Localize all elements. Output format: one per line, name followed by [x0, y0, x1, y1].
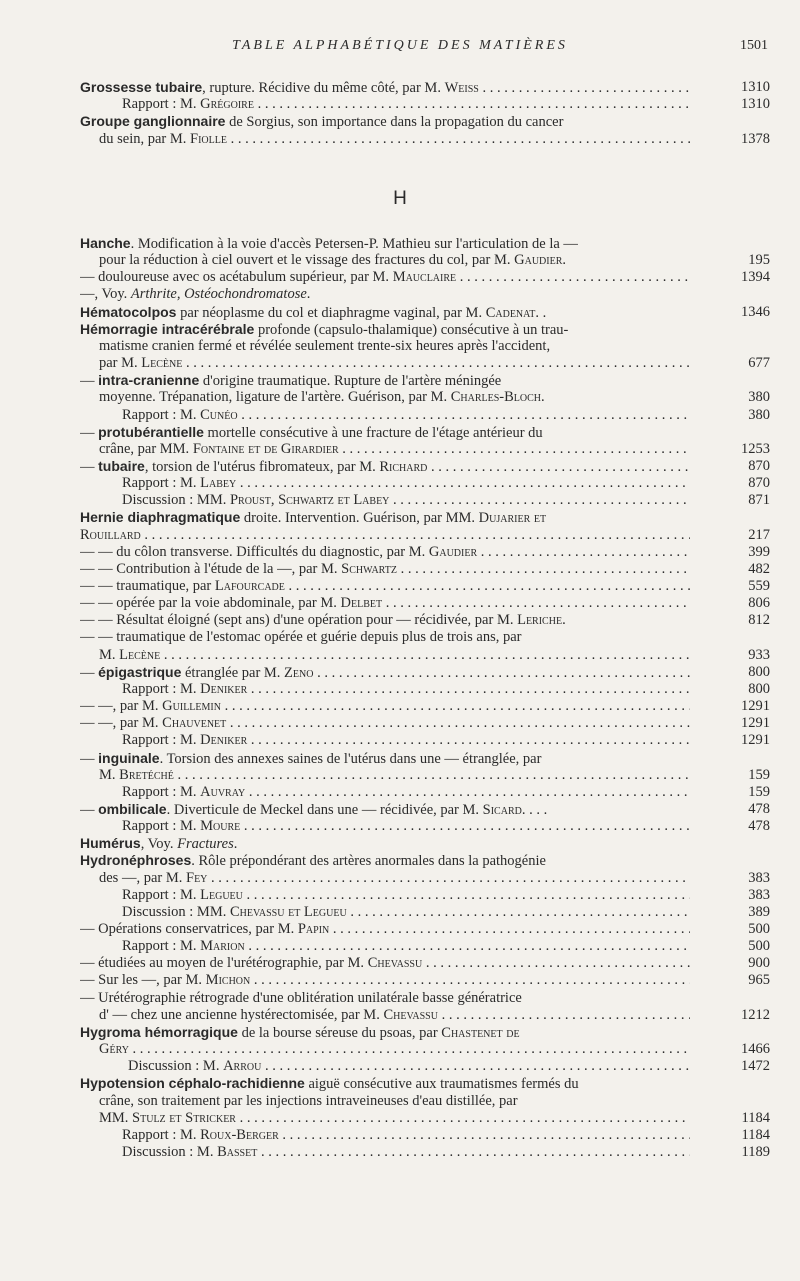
entry-text [122, 818, 690, 835]
entry-suffix: . [541, 389, 545, 406]
index-entry [0, 235, 800, 252]
entry-subheadword: protubérantielle [98, 423, 204, 440]
index-entry [0, 113, 800, 130]
entry-page-number: 1291 [741, 715, 770, 732]
entry-author: Proust, Schwartz et Labey [229, 492, 390, 509]
index-entry [0, 338, 800, 355]
entry-text [80, 509, 744, 527]
entry-page-number: 478 [748, 800, 770, 817]
entry-description: crâne, son traitement par les injections intraveineuses d'eau distillée, par [99, 1092, 518, 1109]
entry-page-number: 1184 [741, 1126, 770, 1143]
entry-description: — — Résultat éloigné (sept ans) d'une opération pour — récidivée, par M. [80, 612, 518, 629]
entry-dash: — [80, 750, 99, 767]
entry-description: — — du côlon transverse. Difficultés du diagnostic, par M. [80, 543, 429, 560]
entry-description: matisme cranien fermé et révélée seulement trente-six heures après l'accident, [99, 337, 551, 354]
entry-page-number: 806 [748, 595, 770, 612]
entry-page-number: 380 [748, 389, 770, 406]
entry-text [80, 835, 690, 853]
entry-text [80, 698, 690, 715]
entry-description: — — Contribution à l'étude de la —, par M. [80, 560, 342, 577]
entry-text [99, 1110, 690, 1127]
entry-description: Rapport : M. [122, 1126, 201, 1143]
entry-text [80, 527, 690, 544]
index-entry [0, 1093, 800, 1110]
entry-author: Mauclaire [392, 269, 457, 286]
entry-dash: — [80, 458, 99, 475]
entry-author: Cunéo [200, 406, 238, 423]
index-entry [0, 990, 800, 1007]
entry-text [80, 372, 744, 390]
entry-headword: Hydronéphroses [80, 852, 192, 869]
entry-text [99, 1041, 690, 1058]
index-entry [0, 715, 800, 732]
index-entry [0, 286, 800, 303]
entry-author: Chastenet de [441, 1024, 520, 1041]
entry-description: — Urétérographie rétrograde d'une oblitération unilatérale basse génératrice [80, 989, 522, 1006]
page-number: 1501 [740, 38, 768, 53]
entry-author: Delbet [340, 595, 383, 612]
entry-author: Basset [217, 1143, 258, 1160]
index-entry [0, 612, 800, 629]
entry-text [80, 544, 690, 561]
entry-suffix: . [306, 286, 311, 303]
entry-text [122, 492, 690, 509]
entry-description: , Voy. [140, 836, 178, 853]
entry-description: Discussion : MM. [122, 492, 230, 509]
index-entry [0, 835, 800, 852]
entry-subheadword: inguinale [98, 749, 160, 766]
entry-text [80, 629, 744, 646]
entry-author: Roux-Berger [200, 1126, 279, 1143]
entry-page-number: 383 [748, 869, 770, 886]
entry-text [80, 852, 744, 870]
entry-author: Sicard [482, 801, 522, 818]
index-entry [0, 595, 800, 612]
entry-author: Moure [200, 818, 241, 835]
entry-subheadword: ombilicale [98, 800, 167, 817]
entry-text [80, 1075, 744, 1093]
entry-page-number: 871 [748, 492, 770, 509]
entry-text [122, 1127, 690, 1144]
entry-author: Géry [99, 1041, 129, 1058]
index-entry [0, 79, 800, 96]
entry-page-number: 1291 [741, 732, 770, 749]
entry-page-number: 217 [748, 526, 770, 543]
entry-page-number: 1378 [741, 130, 770, 147]
entry-author: Grégoire [200, 96, 254, 113]
index-entry [0, 578, 800, 595]
entry-text [80, 664, 690, 682]
entry-author: Cadenat [485, 304, 536, 321]
index-entry [0, 647, 800, 664]
entry-text [122, 784, 690, 801]
entry-description: M. [99, 766, 120, 783]
entry-author: Fiolle [190, 130, 227, 147]
entry-description: moyenne. Trépanation, ligature de l'artère. Guérison, par M. [99, 389, 451, 406]
entry-page-number: 870 [748, 475, 770, 492]
entry-author: Gaudier [514, 252, 563, 269]
index-entry [0, 509, 800, 526]
index-entry [0, 698, 800, 715]
entry-description: M. [99, 646, 120, 663]
entry-text [122, 1144, 690, 1161]
index-entry [0, 1144, 800, 1161]
entry-description: de la bourse séreuse du psoas, par [237, 1024, 442, 1041]
entry-page-number: 812 [748, 612, 770, 629]
index-entry [0, 96, 800, 113]
entry-description: Rapport : M. [122, 818, 201, 835]
entry-suffix: . [562, 612, 566, 629]
entry-text [122, 475, 690, 492]
index-entry [0, 818, 800, 835]
index-entry [0, 1058, 800, 1075]
entry-page-number: 380 [748, 406, 770, 423]
entry-text [122, 732, 690, 749]
entry-page-number: 383 [748, 886, 770, 903]
index-entry [0, 1127, 800, 1144]
entry-author: Bretéché [119, 766, 174, 783]
entry-author: Zeno [284, 664, 314, 681]
index-entry [0, 938, 800, 955]
entry-page-number: 1212 [741, 1006, 770, 1023]
index-entry [0, 664, 800, 681]
entry-page-number: 1184 [741, 1109, 770, 1126]
entry-suffix: . . . . [521, 801, 548, 818]
entry-description: — — traumatique, par [80, 578, 215, 594]
entry-page-number: 1253 [741, 440, 770, 457]
entry-headword: Hernie diaphragmatique [80, 509, 241, 526]
entry-text [80, 1024, 744, 1042]
entry-text [122, 407, 690, 424]
entry-description: Rapport : M. [122, 938, 201, 955]
entry-author: Lafourcade [214, 578, 285, 594]
entry-subheadword: épigastrique [98, 663, 182, 680]
index-entry [0, 424, 800, 441]
entry-description: Discussion : MM. [122, 903, 230, 920]
index-entry [0, 1041, 800, 1058]
entry-description: profonde (capsulo-thalamique) consécutive à un trau- [254, 321, 569, 338]
entry-text [99, 389, 690, 406]
entry-dash: — [80, 424, 99, 441]
entry-suffix: . [233, 836, 238, 853]
entry-headword: Hématocolpos [80, 303, 177, 320]
entry-text [80, 955, 690, 972]
index-entry [0, 131, 800, 148]
index-entry [0, 955, 800, 972]
entry-page-number: 1310 [741, 96, 770, 113]
entry-author: Fey [186, 869, 208, 886]
index-entry [0, 458, 800, 475]
entry-headword: Groupe ganglionnaire [80, 113, 226, 130]
entry-headword: Grossesse tubaire [80, 79, 203, 95]
entry-description: — — traumatique de l'estomac opérée et guérie depuis plus de trois ans, par [80, 629, 522, 646]
index-entry [0, 767, 800, 784]
entry-text [99, 131, 690, 148]
entry-dash: — [80, 664, 99, 681]
entry-page-number: 1394 [741, 269, 770, 286]
entry-page-number: 1310 [741, 79, 770, 95]
entry-description: par néoplasme du col et diaphragme vaginal, par M. [176, 304, 486, 321]
entry-description: Rapport : M. [122, 680, 201, 697]
entry-description: du sein, par M. [99, 130, 191, 147]
entry-author: Dujarier et [478, 510, 547, 527]
entry-text [99, 252, 690, 269]
entry-author: Gaudier [428, 543, 478, 560]
index-entry [0, 1007, 800, 1024]
entry-text [99, 870, 690, 887]
index-entry [0, 1075, 800, 1092]
entry-page-number: 195 [748, 252, 770, 269]
entry-page-number: 677 [748, 355, 770, 372]
entry-description: des —, par M. [99, 869, 186, 886]
entry-text [80, 578, 690, 595]
entry-page-number: 965 [748, 972, 770, 989]
entry-author: Leriche [517, 612, 563, 629]
entry-headword: Humérus [80, 835, 141, 852]
entry-page-number: 800 [748, 663, 770, 680]
entry-see-also: Fractures [177, 836, 234, 853]
entry-description: Rapport : M. [122, 406, 201, 423]
entry-description: — Sur les —, par M. [80, 972, 206, 989]
index-entry [0, 355, 800, 372]
entry-page-number: 1466 [741, 1041, 770, 1058]
entry-author: Richard [379, 458, 428, 475]
entry-author: Stulz et Stricker [132, 1109, 236, 1126]
entry-description: —, Voy. [80, 286, 131, 303]
entry-text [99, 441, 690, 458]
entry-text [99, 1007, 690, 1024]
entry-text [80, 304, 690, 322]
index-entry [0, 321, 800, 338]
entry-description: Rapport : M. [122, 96, 201, 113]
entry-page-number: 159 [748, 783, 770, 800]
entry-text [99, 767, 690, 784]
entry-description: Discussion : M. [128, 1058, 224, 1075]
index-entry [0, 492, 800, 509]
entry-text [80, 595, 690, 612]
index-entry [0, 561, 800, 578]
entry-text [99, 1093, 744, 1110]
index-entry [0, 252, 800, 269]
entry-author: Arrou [223, 1058, 262, 1075]
entry-description: — douloureuse avec os acétabulum supérieur, par M. [80, 269, 393, 286]
index-entry [0, 544, 800, 561]
entry-description: droite. Intervention. Guérison, par MM. [240, 510, 479, 527]
entry-text [80, 321, 744, 339]
entry-text [80, 715, 690, 732]
entry-page-number: 500 [748, 938, 770, 955]
entry-author: Weiss [444, 80, 479, 96]
entry-author: Schwartz [341, 560, 397, 577]
index-entry [0, 441, 800, 458]
entry-description: . Torsion des annexes saines de l'utérus dans une — étranglée, par [159, 750, 542, 767]
entry-page-number: 1189 [741, 1143, 770, 1160]
entry-description: par M. [99, 355, 142, 372]
entry-description: — — opérée par la voie abdominale, par M. [80, 595, 341, 612]
entry-description: Rapport : M. [122, 886, 201, 903]
entry-text [122, 904, 690, 921]
entry-dash: — [80, 801, 99, 818]
entry-text [80, 750, 744, 768]
index-entry [0, 921, 800, 938]
section-letter-heading: H [393, 188, 407, 209]
index-entry [0, 407, 800, 424]
entry-dash: — [80, 373, 99, 390]
entry-description: — —, par M. [80, 715, 163, 732]
entry-text [80, 113, 744, 131]
entry-page-number: 482 [748, 560, 770, 577]
entry-description: — Opérations conservatrices, par M. [80, 921, 298, 937]
entry-page-number: 478 [748, 818, 770, 835]
entry-description: mortelle consécutive à une fracture de l'étage antérieur du [203, 424, 543, 441]
entry-author: Chauvenet [162, 715, 227, 732]
entry-subheadword: intra-cranienne [98, 372, 200, 389]
entry-text [122, 887, 690, 904]
entry-description: Rapport : M. [122, 732, 201, 749]
entry-author: Marion [200, 938, 245, 955]
entry-text [80, 612, 690, 629]
entry-author: Rouillard [80, 526, 141, 543]
entry-description: Discussion : M. [122, 1143, 218, 1160]
entry-headword: Hanche [80, 235, 131, 251]
entry-description: Rapport : M. [122, 475, 201, 492]
entry-headword: Hygroma hémorragique [80, 1023, 238, 1040]
entry-headword: Hémorragie intracérébrale [80, 320, 255, 337]
index-entry [0, 304, 800, 321]
entry-description: . Modification à la voie d'accès Petersen-P. Mathieu sur l'articulation de la — [130, 236, 578, 252]
entry-text [80, 458, 690, 476]
entry-text [80, 424, 744, 442]
entry-text [80, 235, 744, 253]
index-entry [0, 972, 800, 989]
entry-text [80, 561, 690, 578]
entry-description: — —, par M. [80, 698, 163, 715]
entry-author: Charles-Bloch [450, 389, 542, 406]
entry-text [128, 1058, 690, 1075]
entry-description: pour la réduction à ciel ouvert et le vissage des fractures du col, par M. [99, 252, 515, 269]
index-entry [0, 1110, 800, 1127]
entry-author: Papin [297, 921, 330, 937]
entry-description: , rupture. Récidive du même côté, par M. [202, 80, 445, 96]
entry-description: d' — chez une ancienne hystérectomisée, par M. [99, 1006, 384, 1023]
entry-author: Deniker [200, 680, 248, 697]
entry-description: MM. [99, 1109, 133, 1126]
entry-text [80, 972, 690, 989]
entry-author: Deniker [200, 732, 248, 749]
entry-text [80, 990, 744, 1007]
entry-text [122, 96, 690, 113]
entry-text [80, 269, 690, 286]
index-entry [0, 629, 800, 646]
entry-page-number: 870 [748, 457, 770, 474]
index-entry [0, 904, 800, 921]
index-entry [0, 870, 800, 887]
entry-text [80, 79, 690, 97]
entry-suffix: . . [535, 304, 547, 321]
entry-author: Chevassu [383, 1006, 438, 1023]
index-entry [0, 801, 800, 818]
entry-text [122, 681, 690, 698]
entry-page-number: 500 [748, 921, 770, 937]
index-entry [0, 269, 800, 286]
entry-description: — étudiées au moyen de l'urétérographie, par M. [80, 955, 368, 972]
entry-page-number: 559 [748, 578, 770, 594]
index-entry [0, 1024, 800, 1041]
entry-author: Lecène [141, 355, 183, 372]
entry-author: Legueu [200, 886, 243, 903]
entry-text [99, 647, 690, 664]
entry-description: étranglée par M. [181, 664, 285, 681]
entry-subheadword: tubaire [98, 457, 145, 474]
entry-text [80, 801, 690, 819]
running-head [0, 38, 800, 58]
entry-page-number: 399 [748, 543, 770, 560]
entry-author: Lecène [119, 646, 161, 663]
entry-text [122, 938, 690, 955]
index-entry [0, 784, 800, 801]
entry-author: Chevassu [367, 955, 423, 972]
entry-author: Labey [200, 475, 237, 492]
entry-page-number: 1472 [741, 1058, 770, 1075]
entry-headword: Hypotension céphalo-rachidienne [80, 1075, 305, 1092]
index-entry [0, 475, 800, 492]
entry-page-number: 1291 [741, 698, 770, 715]
entry-page-number: 900 [748, 955, 770, 972]
entry-author: Michon [205, 972, 251, 989]
entry-author: Fontaine et de Girardier [192, 440, 339, 457]
entry-text [80, 921, 690, 938]
entry-author: Auvray [200, 783, 246, 800]
entry-page-number: 933 [748, 646, 770, 663]
entry-see-also: Arthrite, Ostéochondromatose [130, 286, 307, 303]
index-entry [0, 750, 800, 767]
index-entry [0, 681, 800, 698]
index-entry [0, 887, 800, 904]
entry-suffix: . [562, 252, 566, 269]
index-entry [0, 852, 800, 869]
index-entry [0, 389, 800, 406]
entry-page-number: 389 [748, 903, 770, 920]
entry-page-number: 159 [748, 766, 770, 783]
entry-description: crâne, par MM. [99, 440, 193, 457]
index-entry [0, 527, 800, 544]
entry-description: Rapport : M. [122, 783, 201, 800]
index-entry [0, 732, 800, 749]
entry-description: d'origine traumatique. Rupture de l'artère méningée [199, 373, 502, 390]
entry-text [80, 286, 690, 303]
entry-description: , torsion de l'utérus fibromateux, par M. [144, 458, 380, 475]
entry-page-number: 1346 [741, 303, 770, 320]
entry-text [99, 338, 744, 355]
entry-page-number: 800 [748, 680, 770, 697]
entry-description: aiguë consécutive aux traumatismes fermés du [304, 1076, 579, 1093]
entry-description: de Sorgius, son importance dans la propagation du cancer [225, 114, 564, 131]
entry-text [99, 355, 690, 372]
entry-description: . Rôle prépondérant des artères anormales dans la pathogénie [191, 853, 546, 870]
entry-author: Chevassu et Legueu [229, 903, 347, 920]
entry-author: Guillemin [162, 698, 221, 715]
index-entry [0, 372, 800, 389]
entry-description: . Diverticule de Meckel dans une — récidivée, par M. [166, 801, 483, 818]
running-head-title: TABLE ALPHABÉTIQUE DES MATIÈRES [232, 38, 568, 53]
